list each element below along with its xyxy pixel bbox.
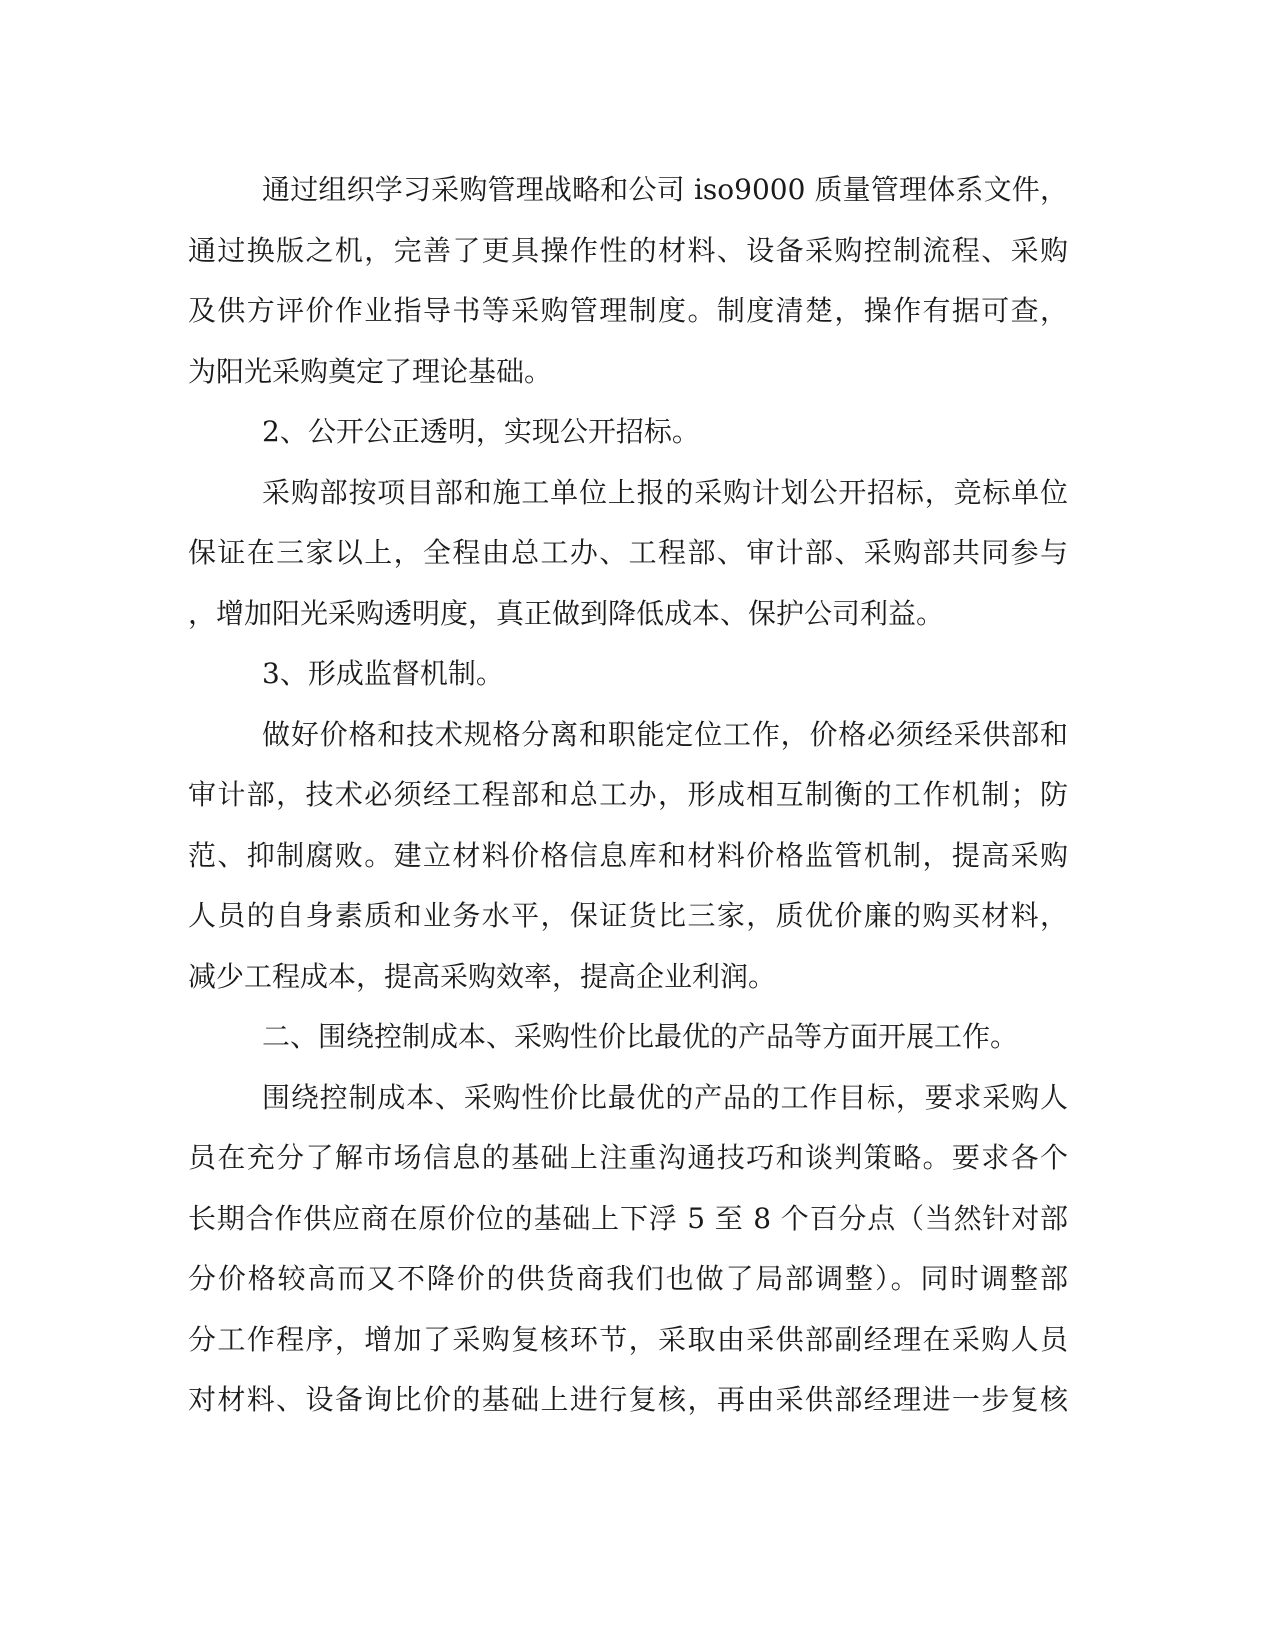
text-line: 分价格较高而又不降价的供货商我们也做了局部调整）。同时调整部: [188, 1262, 1068, 1295]
text-line: 为阳光采购奠定了理论基础。: [188, 354, 553, 388]
text-line: 2、公开公正透明，实现公开招标。: [262, 415, 700, 448]
text-line: 采购部按项目部和施工单位上报的采购计划公开招标，竞标单位: [262, 475, 1068, 509]
text-line: 对材料、设备询比价的基础上进行复核，再由采供部经理进一步复核: [188, 1383, 1068, 1416]
text-line: 通过换版之机，完善了更具操作性的材料、设备采购控制流程、采购: [188, 233, 1068, 267]
text-line: 范、抑制腐败。建立材料价格信息库和材料价格监管机制，提高采购: [188, 838, 1068, 872]
text-line: 二、围绕控制成本、采购性价比最优的产品等方面开展工作。: [262, 1020, 1019, 1053]
text-line: 长期合作供应商在原价位的基础上下浮 5 至 8 个百分点（当然针对部: [188, 1201, 1068, 1235]
text-line: ，增加阳光采购透明度，真正做到降低成本、保护公司利益。: [188, 596, 945, 630]
text-line: 及供方评价作业指导书等采购管理制度。制度清楚，操作有据可查，: [188, 294, 1068, 327]
body-text: [188, 160, 1068, 1431]
text-line: 减少工程成本，提高采购效率，提高企业利润。: [188, 959, 777, 993]
text-line: 做好价格和技术规格分离和职能定位工作，价格必须经采供部和: [262, 717, 1068, 751]
text-line: 人员的自身素质和业务水平，保证货比三家，质优价廉的购买材料，: [188, 899, 1068, 932]
text-line: 围绕控制成本、采购性价比最优的产品的工作目标，要求采购人: [262, 1080, 1068, 1114]
text-line: 保证在三家以上，全程由总工办、工程部、审计部、采购部共同参与: [188, 536, 1068, 569]
text-line: 员在充分了解市场信息的基础上注重沟通技巧和谈判策略。要求各个: [188, 1141, 1068, 1174]
text-line: 审计部，技术必须经工程部和总工办，形成相互制衡的工作机制；防: [188, 778, 1068, 811]
text-line: 分工作程序，增加了采购复核环节，采取由采供部副经理在采购人员: [188, 1322, 1068, 1356]
text-line: 3、形成监督机制。: [262, 657, 504, 690]
text-line: 通过组织学习采购管理战略和公司 iso9000 质量管理体系文件，: [262, 173, 1068, 206]
